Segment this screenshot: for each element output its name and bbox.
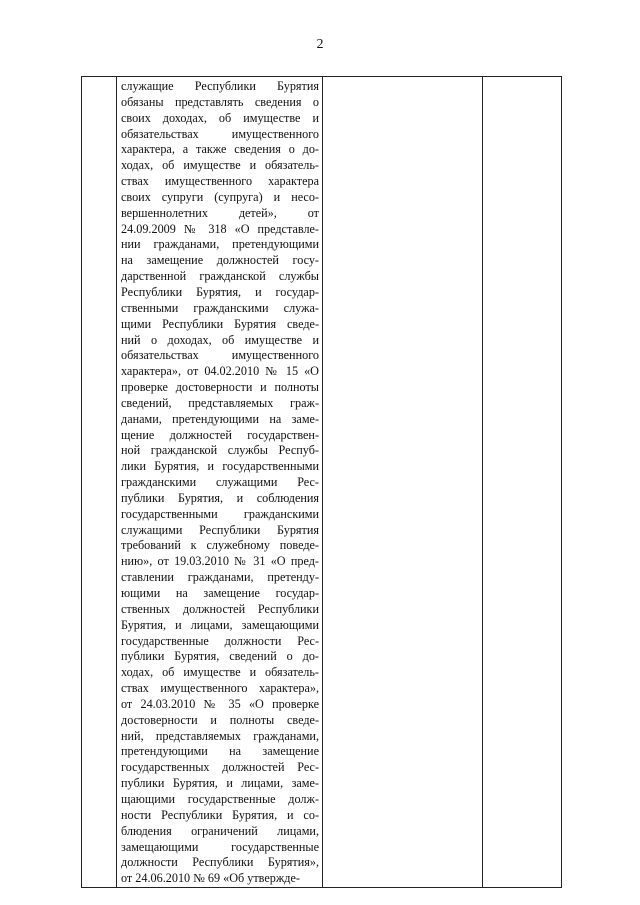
text-line: щение должностей государствен-: [121, 427, 319, 442]
text-line: государственные должности Рес-: [121, 633, 319, 648]
text-line: лики Бурятия, и государственными: [121, 459, 319, 474]
text-line: достоверности и полноты сведе-: [121, 712, 319, 727]
document-table: [81, 76, 562, 888]
text-line: требований к служебному поведе-: [121, 538, 319, 553]
text-line: ний о доходах, об имуществе и: [121, 332, 319, 347]
text-line: проверке достоверности и полноты: [121, 380, 319, 395]
text-line: ставлении гражданами, претенду-: [121, 570, 319, 585]
text-line: обязательствах имущественного: [121, 348, 319, 363]
text-line: обязаны представлять сведения о: [121, 94, 319, 109]
text-line: ствах имущественного характера: [121, 174, 319, 189]
text-line: Бурятия, и лицами, замещающими: [121, 617, 319, 632]
text-line: служащими Республики Бурятия: [121, 522, 319, 537]
text-line: должности Республики Бурятия»,: [121, 855, 319, 870]
table-cell-number: [82, 77, 117, 888]
text-line: государственными гражданскими: [121, 506, 319, 521]
text-line: блюдения ограничений лицами,: [121, 823, 319, 838]
text-line: публики Бурятия, и лицами, заме-: [121, 776, 319, 791]
text-line: своих супруги (супруга) и несо-: [121, 189, 319, 204]
text-line: публики Бурятия, и соблюдения: [121, 490, 319, 505]
text-line: характера, а также сведения о до-: [121, 142, 319, 157]
text-line: ющими на замещение государ-: [121, 586, 319, 600]
text-line: замещающими государственные: [121, 839, 319, 854]
text-line: служащие Республики Бурятия: [121, 79, 319, 93]
text-line: вершеннолетних детей», от: [121, 205, 319, 220]
text-line: дарственной гражданской службы: [121, 269, 319, 284]
table-row: [82, 77, 562, 888]
text-line: гражданскими служащими Рес-: [121, 475, 319, 490]
text-line: своих доходах, об имуществе и: [121, 110, 319, 125]
text-line: ходах, об имуществе и обязатель-: [121, 665, 319, 680]
table-cell-description: [117, 77, 323, 888]
text-line: ний, представляемых гражданами,: [121, 728, 319, 743]
text-line: ствах имущественного характера»,: [121, 681, 319, 696]
text-line: от 24.06.2010 № 69 «Об утвержде-: [121, 871, 300, 886]
text-line: ственными гражданскими служа-: [121, 300, 319, 315]
text-line: ственных должностей Республики: [121, 601, 319, 616]
text-line: щими Республики Бурятия сведе-: [121, 316, 319, 331]
text-line: нию», от 19.03.2010 № 31 «О пред-: [121, 554, 319, 569]
page-number: 2: [316, 37, 324, 52]
text-line: сведений, представляемых граж-: [121, 395, 319, 410]
text-line: нии гражданами, претендующими: [121, 237, 319, 252]
description-text: [117, 77, 322, 887]
text-line: ходах, об имуществе и обязатель-: [121, 158, 319, 173]
text-line: ной гражданской службы Респуб-: [121, 443, 319, 458]
text-line: щающими государственные долж-: [121, 791, 319, 806]
text-line: ности Республики Бурятия, и со-: [121, 807, 319, 822]
text-line: 24.09.2009 № 318 «О представле-: [121, 221, 319, 236]
text-line: претендующими на замещение: [121, 744, 319, 759]
text-line: публики Бурятия, сведений о до-: [121, 649, 319, 664]
table-cell-empty-3: [323, 77, 483, 888]
text-line: обязательствах имущественного: [121, 126, 319, 141]
table-cell-empty-4: [483, 77, 562, 888]
text-line: от 24.03.2010 № 35 «О проверке: [121, 696, 319, 711]
text-line: Республики Бурятия, и государ-: [121, 284, 319, 299]
text-line: государственных должностей Рес-: [121, 760, 319, 775]
text-line: характера», от 04.02.2010 № 15 «О: [121, 364, 319, 379]
text-line: на замещение должностей госу-: [121, 253, 319, 268]
text-line: данами, претендующими на заме-: [121, 411, 319, 426]
